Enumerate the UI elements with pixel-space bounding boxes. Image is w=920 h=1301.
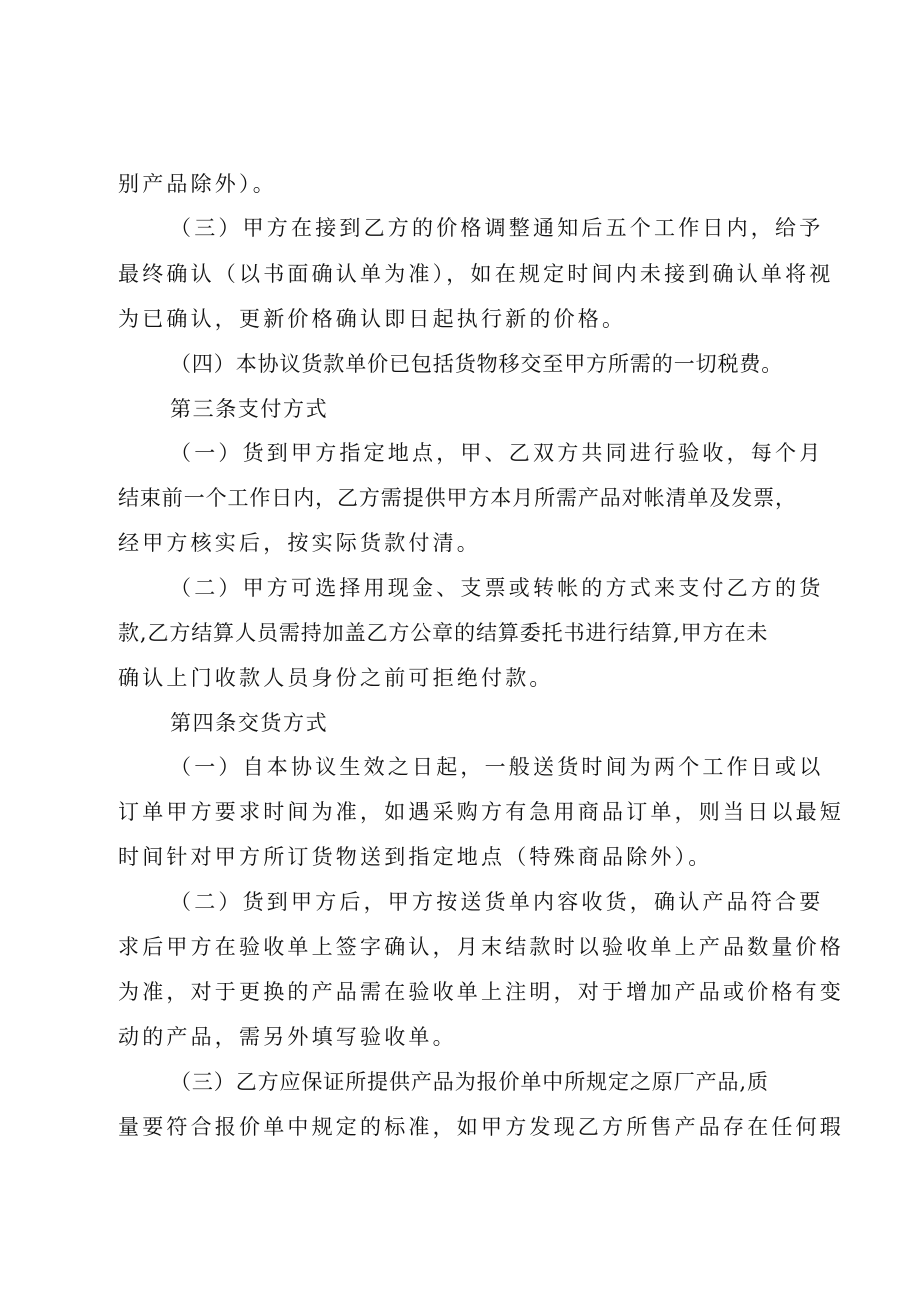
paragraph-first-line: （二）甲方可选择用现金、支票或转帐的方式来支付乙方的货 xyxy=(170,576,824,600)
text-line: 量要符合报价单中规定的标准，如甲方发现乙方所售产品存在任何瑕 xyxy=(118,1115,844,1139)
text-line: 为准，对于更换的产品需在验收单上注明，对于增加产品或价格有变 xyxy=(118,980,844,1004)
text-line: 订单甲方要求时间为准，如遇采购方有急用商品订单，则当日以最短 xyxy=(118,800,844,824)
paragraph-first-line: （一）货到甲方指定地点，甲、乙双方共同进行验收，每个月 xyxy=(170,441,824,465)
text-line: 动的产品，需另外填写验收单。 xyxy=(118,1025,457,1049)
paragraph-first-line: （二）货到甲方后，甲方按送货单内容收货，确认产品符合要 xyxy=(170,890,824,914)
section-heading: 第四条交货方式 xyxy=(170,711,329,735)
text-line: 为已确认，更新价格确认即日起执行新的价格。 xyxy=(118,307,627,331)
text-line: 时间针对甲方所订货物送到指定地点（特殊商品除外）。 xyxy=(118,845,713,869)
paragraph-first-line: （一）自本协议生效之日起，一般送货时间为两个工作日或以 xyxy=(170,755,824,779)
text-line: 确认上门收款人员身份之前可拒绝付款。 xyxy=(118,666,554,690)
text-line: 款,乙方结算人员需持加盖乙方公章的结算委托书进行结算,甲方在未 xyxy=(118,621,769,645)
text-line: 经甲方核实后，按实际货款付清。 xyxy=(118,531,481,555)
paragraph-first-line: （三）乙方应保证所提供产品为报价单中所规定之原厂产品,质 xyxy=(170,1070,769,1094)
text-line: 结束前一个工作日内，乙方需提供甲方本月所需产品对帐清单及发票， xyxy=(118,486,797,510)
text-line: 最终确认（以书面确认单为准），如在规定时间内未接到确认单将视 xyxy=(118,262,834,286)
paragraph-first-line: （四）本协议货款单价已包括货物移交至甲方所需的一切税费。 xyxy=(170,352,784,376)
text-line: 别产品除外）。 xyxy=(118,172,277,196)
section-heading: 第三条支付方式 xyxy=(170,397,329,421)
paragraph-first-line: （三）甲方在接到乙方的价格调整通知后五个工作日内，给予 xyxy=(170,216,824,240)
text-line: 求后甲方在验收单上签字确认，月末结款时以验收单上产品数量价格 xyxy=(118,935,844,959)
